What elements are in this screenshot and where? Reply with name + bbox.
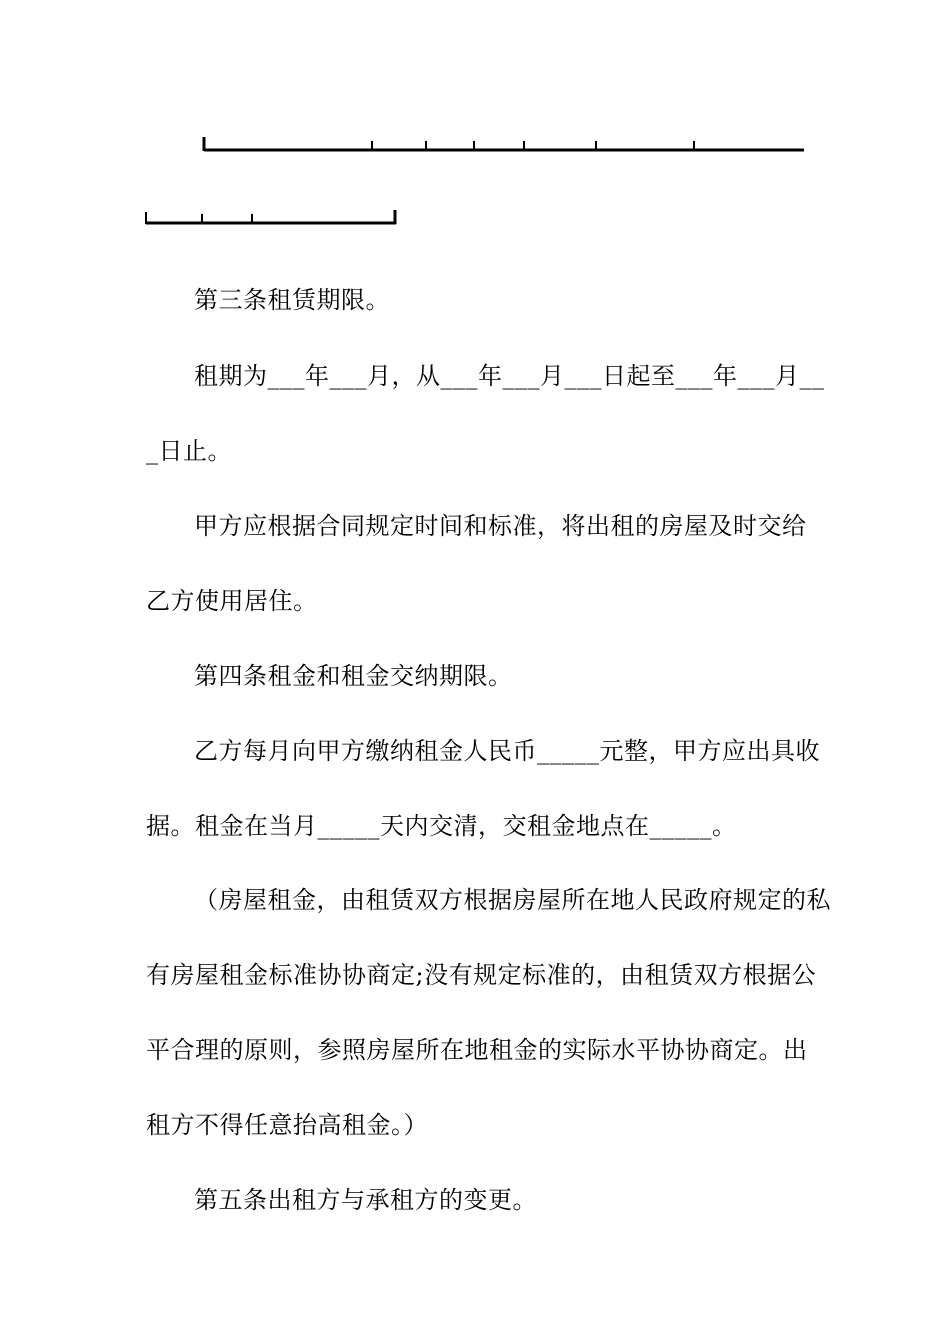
delivery-line-1: 甲方应根据合同规定时间和标准，将出租的房屋及时交给	[194, 512, 807, 540]
lease-term-line-1: 租期为___年___月，从___年___月___日起至___年___月__	[194, 362, 825, 390]
rent-note-line-1: （房屋租金，由租赁双方根据房屋所在地人民政府规定的私	[194, 886, 831, 914]
rent-payment-line-2: 据。租金在当月_____天内交清，交租金地点在_____。	[146, 812, 737, 840]
table-bottom-border	[0, 0, 950, 260]
rent-note-line-2: 有房屋租金标准协协商定;没有规定标准的，由租赁双方根据公	[146, 961, 817, 989]
article-4-heading: 第四条租金和租金交纳期限。	[194, 662, 513, 690]
article-3-heading: 第三条租赁期限。	[194, 286, 390, 314]
rent-note-line-3: 平合理的原则，参照房屋所在地租金的实际水平协协商定。出	[146, 1036, 808, 1064]
delivery-line-2: 乙方使用居住。	[146, 587, 318, 615]
rent-payment-line-1: 乙方每月向甲方缴纳租金人民币_____元整，甲方应出具收	[194, 737, 820, 765]
rent-note-line-4: 租方不得任意抬高租金。）	[146, 1111, 428, 1139]
lease-term-line-2: _日止。	[146, 437, 232, 465]
article-5-heading: 第五条出租方与承租方的变更。	[194, 1186, 537, 1214]
